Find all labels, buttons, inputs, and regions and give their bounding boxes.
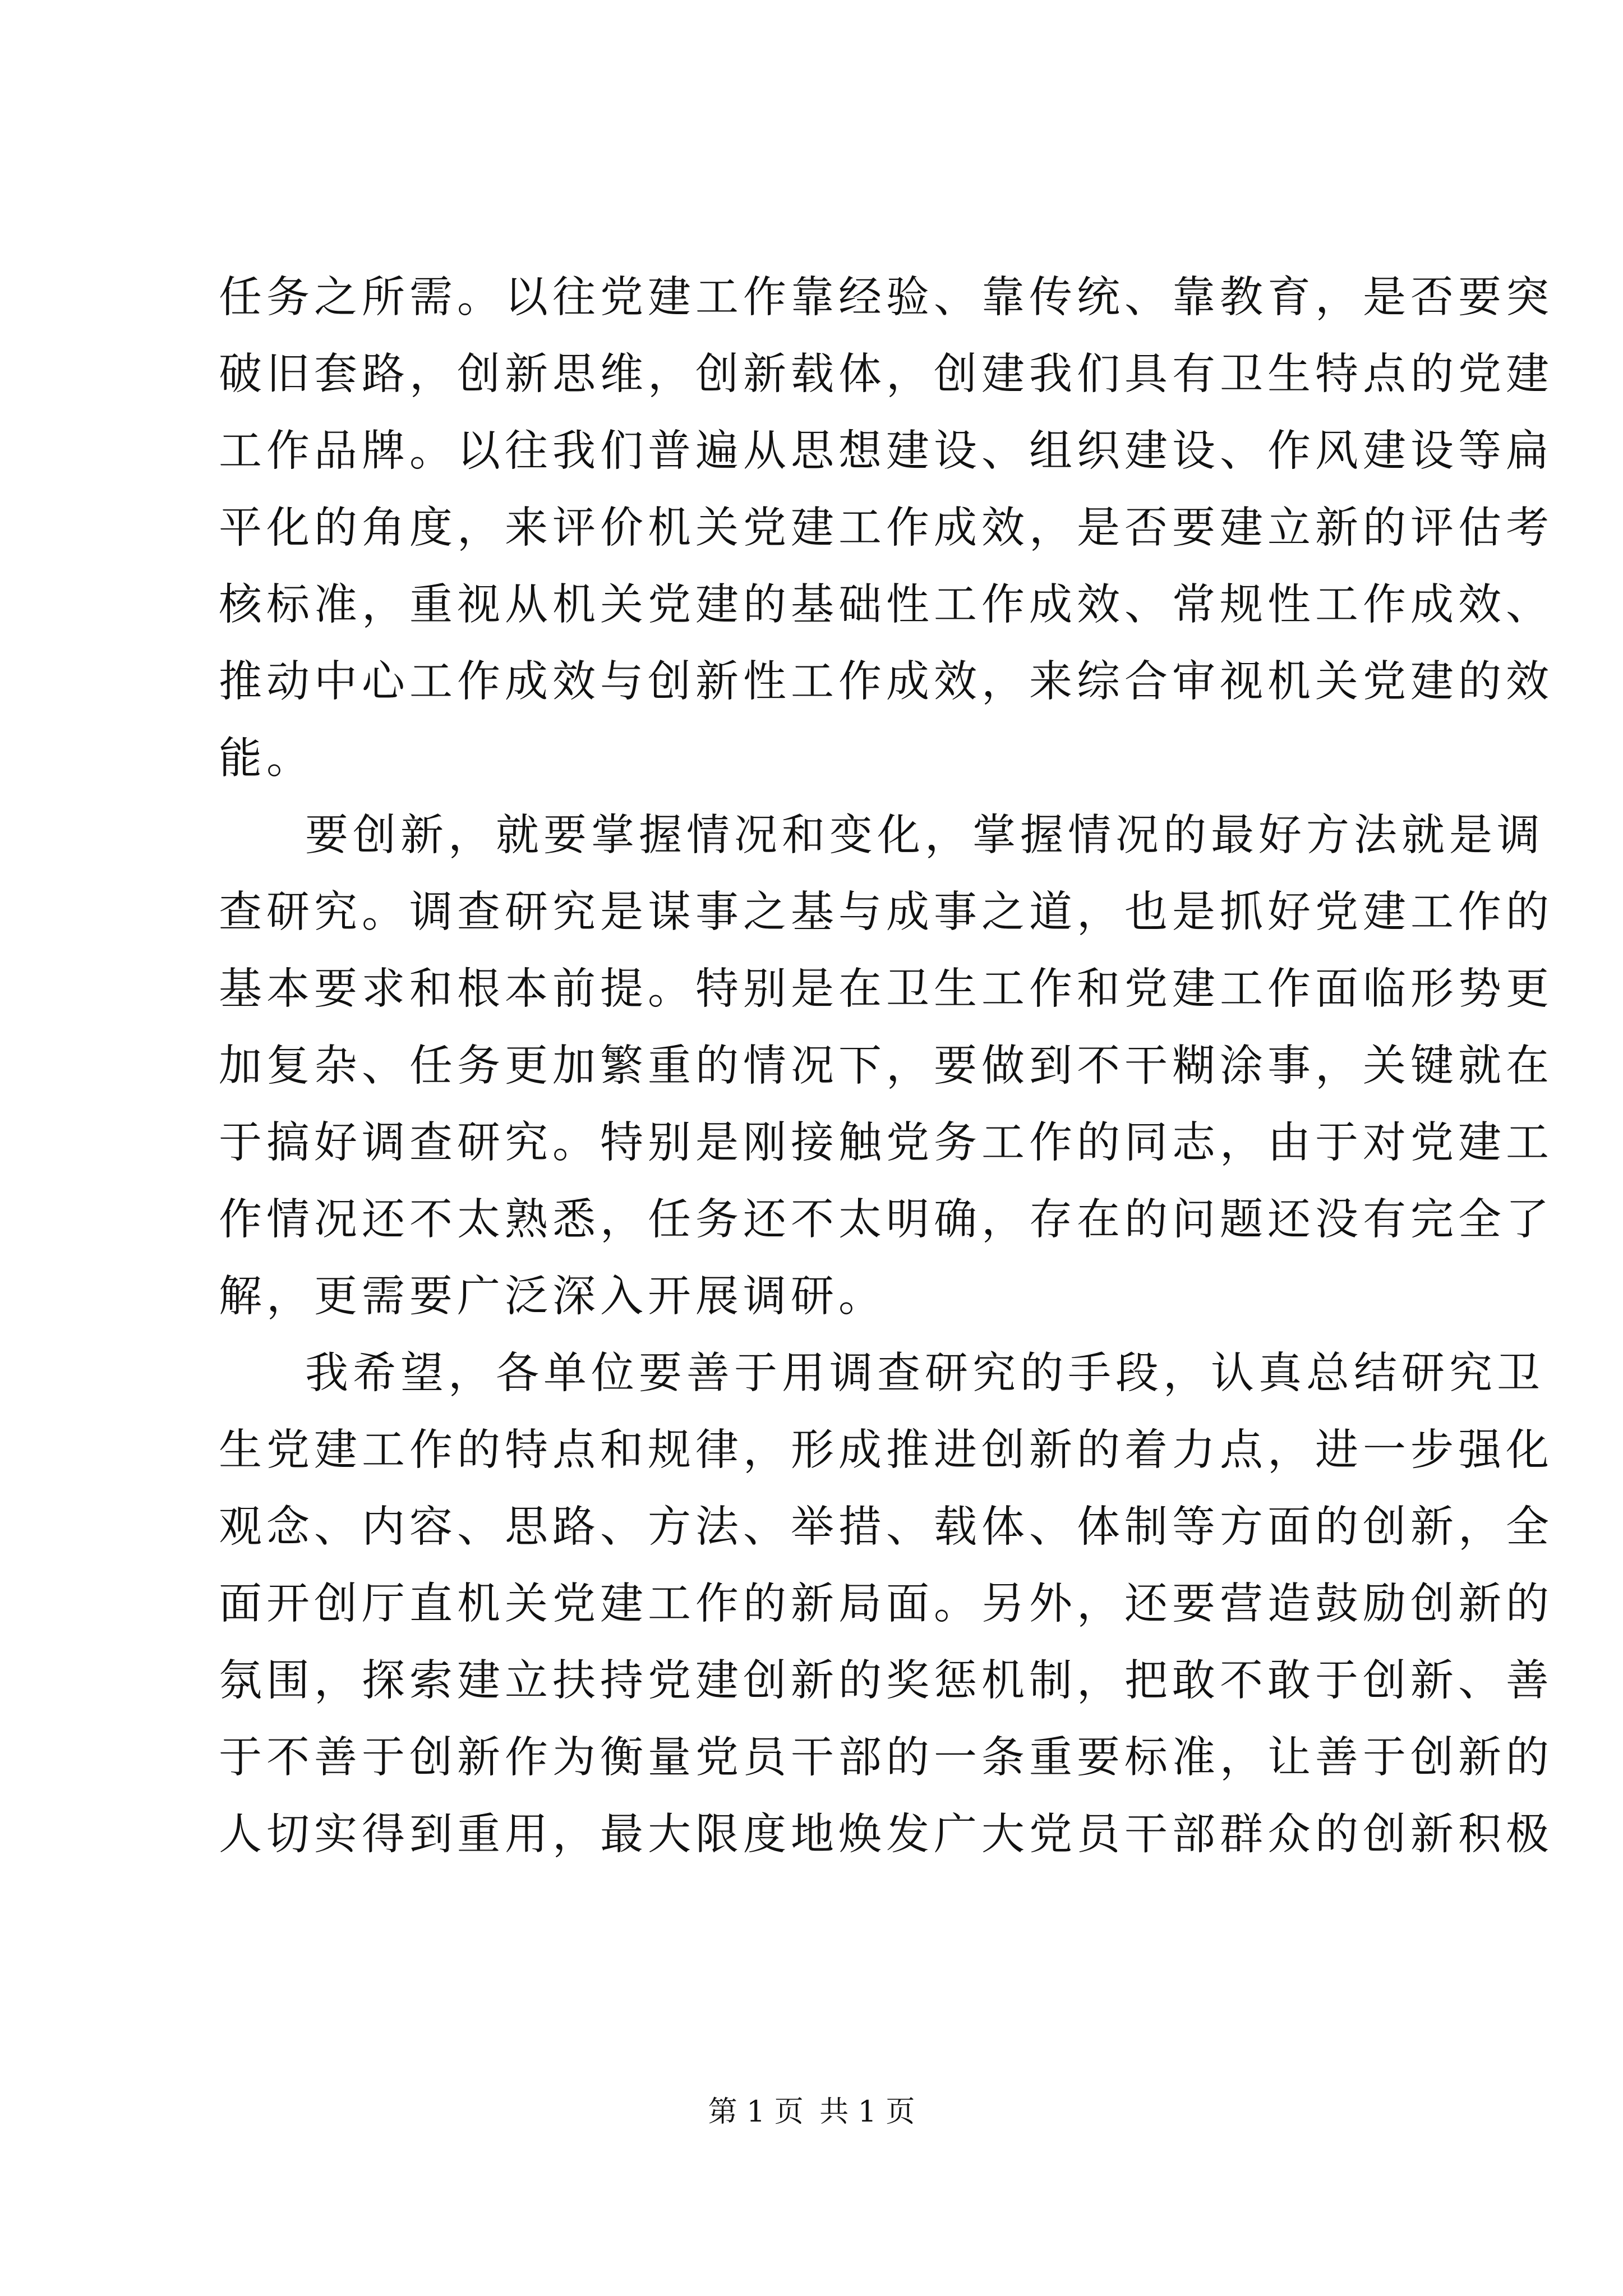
text-line: 破旧套路，创新思维，创新载体，创建我们具有卫生特点的党建 — [219, 349, 1553, 399]
text-line: 要创新，就要掌握情况和变化，掌握情况的最好方法就是调 — [305, 811, 1544, 861]
text-line: 工作品牌。以往我们普遍从思想建设、组织建设、作风建设等扁 — [219, 426, 1553, 476]
text-line: 平化的角度，来评价机关党建工作成效，是否要建立新的评估考 — [219, 503, 1553, 553]
text-line: 查研究。调查研究是谋事之基与成事之道，也是抓好党建工作的 — [219, 887, 1553, 937]
text-line: 能。 — [219, 734, 314, 784]
text-line: 于不善于创新作为衡量党员干部的一条重要标准，让善于创新的 — [219, 1733, 1553, 1783]
text-line: 我希望，各单位要善于用调查研究的手段，认真总结研究卫 — [305, 1349, 1544, 1398]
paragraph-3 — [219, 1335, 1553, 1873]
text-line: 加复杂、任务更加繁重的情况下，要做到不干糊涂事，关键就在 — [219, 1041, 1553, 1091]
text-line: 推动中心工作成效与创新性工作成效，来综合审视机关党建的效 — [219, 657, 1553, 707]
text-line: 任务之所需。以往党建工作靠经验、靠传统、靠教育，是否要突 — [219, 273, 1553, 323]
text-line: 氛围，探索建立扶持党建创新的奖惩机制，把敢不敢于创新、善 — [219, 1656, 1553, 1706]
text-line: 人切实得到重用，最大限度地焕发广大党员干部群众的创新积极 — [219, 1810, 1553, 1860]
text-line: 观念、内容、思路、方法、举措、载体、体制等方面的创新，全 — [219, 1502, 1553, 1552]
paragraph-2 — [219, 797, 1553, 1335]
text-line: 解，更需要广泛深入开展调研。 — [219, 1272, 886, 1322]
page-number-label: 第 1 页 — [708, 2095, 804, 2129]
text-line: 于搞好调查研究。特别是刚接触党务工作的同志，由于对党建工 — [219, 1118, 1553, 1168]
text-line: 基本要求和根本前提。特别是在卫生工作和党建工作面临形势更 — [219, 964, 1553, 1014]
page-footer — [0, 2092, 1623, 2132]
document-body — [219, 259, 1553, 1873]
text-line: 面开创厅直机关党建工作的新局面。另外，还要营造鼓励创新的 — [219, 1579, 1553, 1629]
paragraph-1 — [219, 259, 1553, 797]
text-line: 生党建工作的特点和规律，形成推进创新的着力点，进一步强化 — [219, 1425, 1553, 1475]
text-line: 作情况还不太熟悉，任务还不太明确，存在的问题还没有完全了 — [219, 1195, 1553, 1245]
page-total-label: 共 1 页 — [819, 2095, 915, 2129]
text-line: 核标准，重视从机关党建的基础性工作成效、常规性工作成效、 — [219, 580, 1553, 630]
